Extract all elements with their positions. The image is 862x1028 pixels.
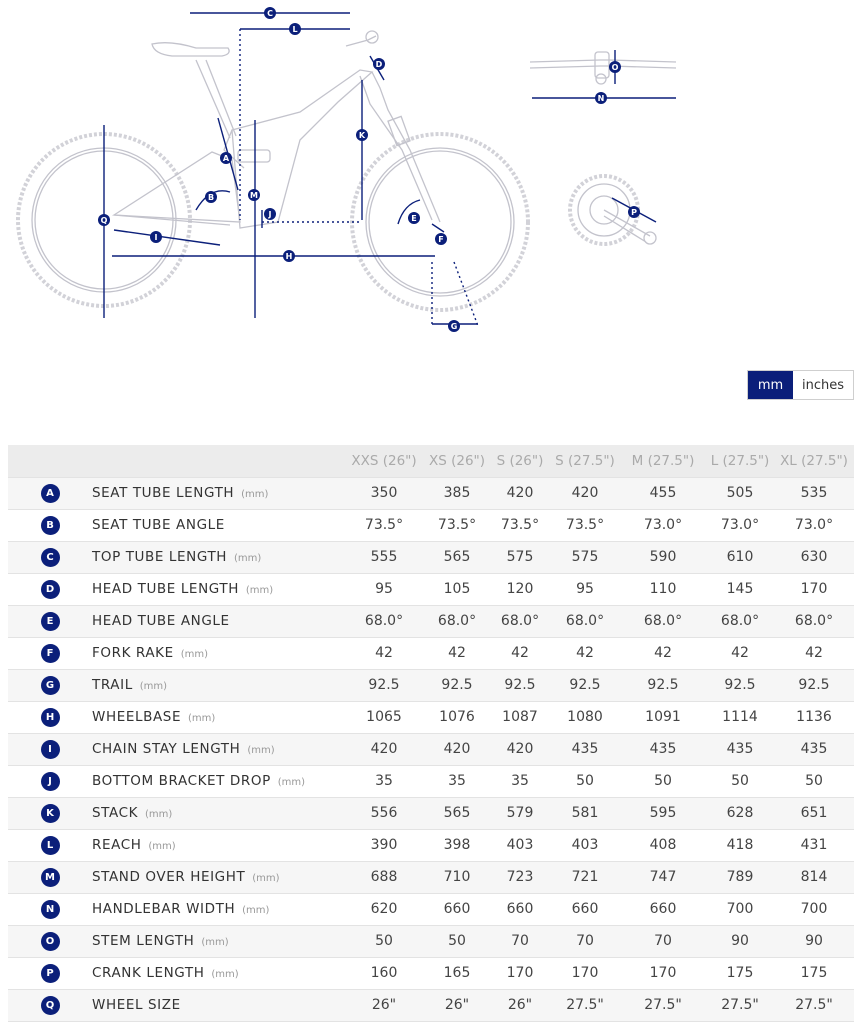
measurement-unit: (mm) bbox=[277, 777, 306, 788]
letter-badge: B bbox=[41, 516, 60, 535]
value-cell: 68.0° bbox=[490, 605, 550, 637]
size-header: S (26") bbox=[496, 452, 544, 469]
value-cell: 50 bbox=[620, 765, 706, 797]
value-cell: 120 bbox=[490, 573, 550, 605]
letter-badge: E bbox=[41, 612, 60, 631]
diagram-badge-a bbox=[220, 152, 232, 164]
value-cell: 26" bbox=[424, 989, 490, 1021]
letter-cell bbox=[8, 637, 92, 669]
measurement-label: HEAD TUBE LENGTH bbox=[92, 581, 239, 597]
value-cell: 42 bbox=[706, 637, 774, 669]
measurement-unit: (mm) bbox=[233, 553, 262, 564]
value-cell: 1114 bbox=[706, 701, 774, 733]
value-cell: 688 bbox=[344, 861, 424, 893]
value-cell: 73.5° bbox=[344, 509, 424, 541]
letter-badge: I bbox=[41, 740, 60, 759]
measurement-label: BOTTOM BRACKET DROP bbox=[92, 773, 271, 789]
value-cell: 73.0° bbox=[706, 509, 774, 541]
value-cell: 26" bbox=[490, 989, 550, 1021]
value-cell: 68.0° bbox=[344, 605, 424, 637]
value-cell: 73.5° bbox=[424, 509, 490, 541]
size-header: M (27.5") bbox=[631, 452, 695, 469]
value-cell: 1080 bbox=[550, 701, 620, 733]
svg-text:M: M bbox=[250, 191, 258, 200]
value-cell: 581 bbox=[550, 797, 620, 829]
letter-cell bbox=[8, 925, 92, 957]
value-cell: 42 bbox=[550, 637, 620, 669]
value-cell: 68.0° bbox=[774, 605, 854, 637]
value-cell: 170 bbox=[550, 957, 620, 989]
measurement-label: STACK bbox=[92, 805, 139, 821]
diagram-badge-h bbox=[283, 250, 295, 262]
value-cell: 455 bbox=[620, 477, 706, 509]
svg-text:L: L bbox=[292, 25, 298, 34]
measurement-unit: (mm) bbox=[144, 809, 173, 820]
value-cell: 435 bbox=[774, 733, 854, 765]
value-cell: 68.0° bbox=[620, 605, 706, 637]
value-cell: 575 bbox=[550, 541, 620, 573]
letter-badge: O bbox=[41, 932, 60, 951]
table-row bbox=[8, 797, 854, 829]
value-cell: 420 bbox=[344, 733, 424, 765]
value-cell: 92.5 bbox=[620, 669, 706, 701]
svg-text:J: J bbox=[268, 210, 272, 219]
table-row bbox=[8, 669, 854, 701]
value-cell: 27.5" bbox=[774, 989, 854, 1021]
measurement-label: HANDLEBAR WIDTH bbox=[92, 901, 236, 917]
letter-badge: L bbox=[41, 836, 60, 855]
letter-cell bbox=[8, 605, 92, 637]
svg-text:B: B bbox=[207, 193, 215, 202]
diagram-badge-j bbox=[264, 208, 276, 220]
diagram-badge-p bbox=[628, 206, 640, 218]
measurement-unit: (mm) bbox=[201, 937, 229, 948]
diagram-badge-o bbox=[609, 61, 621, 73]
value-cell: 565 bbox=[424, 541, 490, 573]
value-cell: 92.5 bbox=[424, 669, 490, 701]
value-cell: 68.0° bbox=[550, 605, 620, 637]
mm-button[interactable]: mm bbox=[748, 371, 793, 399]
measurement-label: WHEEL SIZE bbox=[92, 997, 181, 1013]
value-cell: 42 bbox=[620, 637, 706, 669]
value-cell: 95 bbox=[344, 573, 424, 605]
value-cell: 92.5 bbox=[550, 669, 620, 701]
measurement-name bbox=[92, 573, 344, 605]
letter-badge: N bbox=[41, 900, 60, 919]
value-cell: 556 bbox=[344, 797, 424, 829]
table-row bbox=[8, 893, 854, 925]
value-cell: 70 bbox=[620, 925, 706, 957]
letter-badge: K bbox=[41, 804, 60, 823]
diagram-badge-b bbox=[205, 191, 217, 203]
value-cell: 73.5° bbox=[550, 509, 620, 541]
measurement-unit: (mm) bbox=[148, 841, 176, 852]
letter-cell bbox=[8, 989, 92, 1021]
value-cell: 35 bbox=[424, 765, 490, 797]
measurement-unit: (mm) bbox=[211, 969, 239, 980]
measurement-label: WHEELBASE bbox=[92, 709, 182, 725]
diagram-badge-k bbox=[356, 129, 368, 141]
measurement-name bbox=[92, 605, 344, 637]
table-row bbox=[8, 765, 854, 797]
value-cell: 26" bbox=[344, 989, 424, 1021]
value-cell: 505 bbox=[706, 477, 774, 509]
table-row bbox=[8, 637, 854, 669]
value-cell: 68.0° bbox=[424, 605, 490, 637]
value-cell: 710 bbox=[424, 861, 490, 893]
value-cell: 651 bbox=[774, 797, 854, 829]
measurement-label: TOP TUBE LENGTH bbox=[92, 549, 228, 565]
value-cell: 1091 bbox=[620, 701, 706, 733]
value-cell: 145 bbox=[706, 573, 774, 605]
measurement-label: TRAIL bbox=[92, 677, 133, 693]
value-cell: 90 bbox=[706, 925, 774, 957]
measurement-label: CRANK LENGTH bbox=[92, 965, 205, 981]
measurement-unit: (mm) bbox=[242, 905, 270, 916]
header-blank bbox=[92, 445, 344, 477]
header-blank bbox=[8, 445, 92, 477]
value-cell: 1087 bbox=[490, 701, 550, 733]
value-cell: 403 bbox=[490, 829, 550, 861]
value-cell: 420 bbox=[424, 733, 490, 765]
measurement-unit: (mm) bbox=[247, 745, 275, 756]
table-row bbox=[8, 925, 854, 957]
table-row bbox=[8, 701, 854, 733]
letter-cell bbox=[8, 957, 92, 989]
value-cell: 435 bbox=[706, 733, 774, 765]
diagram-badge-c bbox=[264, 7, 276, 19]
value-cell: 92.5 bbox=[706, 669, 774, 701]
value-cell: 555 bbox=[344, 541, 424, 573]
value-cell: 814 bbox=[774, 861, 854, 893]
table-row bbox=[8, 573, 854, 605]
value-cell: 700 bbox=[774, 893, 854, 925]
value-cell: 160 bbox=[344, 957, 424, 989]
value-cell: 42 bbox=[490, 637, 550, 669]
measurement-label: SEAT TUBE ANGLE bbox=[92, 517, 225, 533]
table-row bbox=[8, 477, 854, 509]
letter-badge: J bbox=[41, 772, 60, 791]
measurement-name bbox=[92, 477, 344, 509]
value-cell: 73.0° bbox=[620, 509, 706, 541]
value-cell: 1136 bbox=[774, 701, 854, 733]
table-header-row bbox=[8, 445, 854, 477]
value-cell: 50 bbox=[550, 765, 620, 797]
size-header: XS (26") bbox=[428, 452, 486, 469]
measurement-name bbox=[92, 765, 344, 797]
measurement-unit: (mm) bbox=[241, 489, 269, 500]
letter-cell bbox=[8, 477, 92, 509]
value-cell: 420 bbox=[490, 477, 550, 509]
measurement-name bbox=[92, 925, 344, 957]
table-row bbox=[8, 861, 854, 893]
value-cell: 575 bbox=[490, 541, 550, 573]
value-cell: 170 bbox=[774, 573, 854, 605]
measurement-name bbox=[92, 989, 344, 1021]
measurement-name bbox=[92, 637, 344, 669]
value-cell: 42 bbox=[344, 637, 424, 669]
table-row bbox=[8, 733, 854, 765]
value-cell: 660 bbox=[550, 893, 620, 925]
measurement-name bbox=[92, 509, 344, 541]
value-cell: 660 bbox=[424, 893, 490, 925]
value-cell: 170 bbox=[490, 957, 550, 989]
letter-cell bbox=[8, 797, 92, 829]
svg-text:I: I bbox=[154, 233, 158, 242]
table-row bbox=[8, 509, 854, 541]
value-cell: 1076 bbox=[424, 701, 490, 733]
value-cell: 420 bbox=[550, 477, 620, 509]
value-cell: 110 bbox=[620, 573, 706, 605]
letter-cell bbox=[8, 541, 92, 573]
measurement-unit: (mm) bbox=[187, 713, 216, 724]
value-cell: 630 bbox=[774, 541, 854, 573]
measurement-name bbox=[92, 669, 344, 701]
value-cell: 70 bbox=[490, 925, 550, 957]
value-cell: 590 bbox=[620, 541, 706, 573]
letter-cell bbox=[8, 509, 92, 541]
letter-badge: P bbox=[41, 964, 60, 983]
measurement-unit: (mm) bbox=[245, 585, 274, 596]
value-cell: 165 bbox=[424, 957, 490, 989]
value-cell: 420 bbox=[490, 733, 550, 765]
value-cell: 565 bbox=[424, 797, 490, 829]
value-cell: 747 bbox=[620, 861, 706, 893]
svg-text:P: P bbox=[631, 208, 637, 217]
value-cell: 408 bbox=[620, 829, 706, 861]
value-cell: 90 bbox=[774, 925, 854, 957]
diagram-badge-l bbox=[289, 23, 301, 35]
inches-button[interactable]: inches bbox=[793, 371, 853, 399]
value-cell: 35 bbox=[490, 765, 550, 797]
svg-text:D: D bbox=[375, 60, 383, 69]
value-cell: 418 bbox=[706, 829, 774, 861]
value-cell: 385 bbox=[424, 477, 490, 509]
svg-text:E: E bbox=[411, 214, 417, 223]
value-cell: 398 bbox=[424, 829, 490, 861]
letter-badge: C bbox=[41, 548, 60, 567]
svg-text:K: K bbox=[358, 131, 366, 140]
value-cell: 431 bbox=[774, 829, 854, 861]
value-cell: 50 bbox=[344, 925, 424, 957]
diagram-badge-n bbox=[595, 92, 607, 104]
value-cell: 27.5" bbox=[550, 989, 620, 1021]
value-cell: 175 bbox=[706, 957, 774, 989]
value-cell: 27.5" bbox=[620, 989, 706, 1021]
measurement-name bbox=[92, 829, 344, 861]
letter-badge: H bbox=[41, 708, 60, 727]
letter-cell bbox=[8, 573, 92, 605]
measurement-unit: (mm) bbox=[180, 649, 208, 660]
value-cell: 92.5 bbox=[490, 669, 550, 701]
value-cell: 105 bbox=[424, 573, 490, 605]
value-cell: 435 bbox=[620, 733, 706, 765]
diagram-badge-q bbox=[98, 214, 110, 226]
table-row bbox=[8, 957, 854, 989]
table-row bbox=[8, 541, 854, 573]
measurement-label: SEAT TUBE LENGTH bbox=[92, 485, 235, 501]
value-cell: 350 bbox=[344, 477, 424, 509]
value-cell: 95 bbox=[550, 573, 620, 605]
letter-badge: Q bbox=[41, 996, 60, 1015]
size-header: S (27.5") bbox=[555, 452, 615, 469]
value-cell: 789 bbox=[706, 861, 774, 893]
table-row bbox=[8, 989, 854, 1021]
measurement-label: REACH bbox=[92, 837, 142, 853]
measurement-label: STEM LENGTH bbox=[92, 933, 195, 949]
letter-cell bbox=[8, 765, 92, 797]
value-cell: 390 bbox=[344, 829, 424, 861]
value-cell: 73.5° bbox=[490, 509, 550, 541]
measurement-label: HEAD TUBE ANGLE bbox=[92, 613, 230, 629]
measurement-name bbox=[92, 957, 344, 989]
diagram-badge-d bbox=[373, 58, 385, 70]
letter-badge: M bbox=[41, 868, 60, 887]
value-cell: 723 bbox=[490, 861, 550, 893]
letter-badge: F bbox=[41, 644, 60, 663]
value-cell: 403 bbox=[550, 829, 620, 861]
size-header: L (27.5") bbox=[710, 452, 770, 469]
measurement-unit: (mm) bbox=[252, 873, 280, 884]
value-cell: 50 bbox=[424, 925, 490, 957]
value-cell: 660 bbox=[490, 893, 550, 925]
value-cell: 595 bbox=[620, 797, 706, 829]
letter-cell bbox=[8, 669, 92, 701]
value-cell: 73.0° bbox=[774, 509, 854, 541]
geometry-table bbox=[8, 445, 854, 1022]
letter-badge: D bbox=[41, 580, 60, 599]
svg-text:C: C bbox=[267, 9, 273, 18]
svg-text:N: N bbox=[597, 94, 605, 103]
value-cell: 175 bbox=[774, 957, 854, 989]
value-cell: 535 bbox=[774, 477, 854, 509]
measurement-label: FORK RAKE bbox=[92, 645, 174, 661]
letter-cell bbox=[8, 861, 92, 893]
measurement-name bbox=[92, 733, 344, 765]
value-cell: 628 bbox=[706, 797, 774, 829]
diagram-badge-m bbox=[248, 189, 260, 201]
diagram-badge-f bbox=[435, 233, 447, 245]
size-header: XL (27.5") bbox=[780, 452, 848, 469]
value-cell: 170 bbox=[620, 957, 706, 989]
bike-geometry-diagram bbox=[0, 0, 862, 345]
size-header: XXS (26") bbox=[351, 452, 417, 469]
svg-text:H: H bbox=[285, 252, 293, 261]
diagram-badge-g bbox=[448, 320, 460, 332]
svg-text:F: F bbox=[438, 235, 444, 244]
table-row bbox=[8, 829, 854, 861]
measurement-name bbox=[92, 541, 344, 573]
value-cell: 50 bbox=[774, 765, 854, 797]
value-cell: 579 bbox=[490, 797, 550, 829]
measurement-name bbox=[92, 701, 344, 733]
table-row bbox=[8, 605, 854, 637]
value-cell: 660 bbox=[620, 893, 706, 925]
letter-badge: A bbox=[41, 484, 60, 503]
letter-cell bbox=[8, 701, 92, 733]
diagram-badge-i bbox=[150, 231, 162, 243]
unit-toggle bbox=[747, 370, 854, 400]
value-cell: 68.0° bbox=[706, 605, 774, 637]
svg-text:G: G bbox=[450, 322, 458, 331]
value-cell: 92.5 bbox=[344, 669, 424, 701]
value-cell: 435 bbox=[550, 733, 620, 765]
value-cell: 50 bbox=[706, 765, 774, 797]
diagram-badge-e bbox=[408, 212, 420, 224]
value-cell: 700 bbox=[706, 893, 774, 925]
measurement-label: STAND OVER HEIGHT bbox=[92, 869, 246, 885]
value-cell: 92.5 bbox=[774, 669, 854, 701]
letter-cell bbox=[8, 829, 92, 861]
svg-text:Q: Q bbox=[100, 216, 108, 225]
value-cell: 70 bbox=[550, 925, 620, 957]
letter-cell bbox=[8, 733, 92, 765]
measurement-name bbox=[92, 797, 344, 829]
measurement-unit: (mm) bbox=[139, 681, 168, 692]
value-cell: 35 bbox=[344, 765, 424, 797]
value-cell: 42 bbox=[774, 637, 854, 669]
value-cell: 42 bbox=[424, 637, 490, 669]
letter-cell bbox=[8, 893, 92, 925]
svg-text:O: O bbox=[611, 63, 619, 72]
measurement-label: CHAIN STAY LENGTH bbox=[92, 741, 241, 757]
measurement-name bbox=[92, 861, 344, 893]
value-cell: 1065 bbox=[344, 701, 424, 733]
measurement-name bbox=[92, 893, 344, 925]
value-cell: 620 bbox=[344, 893, 424, 925]
value-cell: 721 bbox=[550, 861, 620, 893]
value-cell: 27.5" bbox=[706, 989, 774, 1021]
letter-badge: G bbox=[41, 676, 60, 695]
value-cell: 610 bbox=[706, 541, 774, 573]
svg-text:A: A bbox=[222, 154, 230, 163]
